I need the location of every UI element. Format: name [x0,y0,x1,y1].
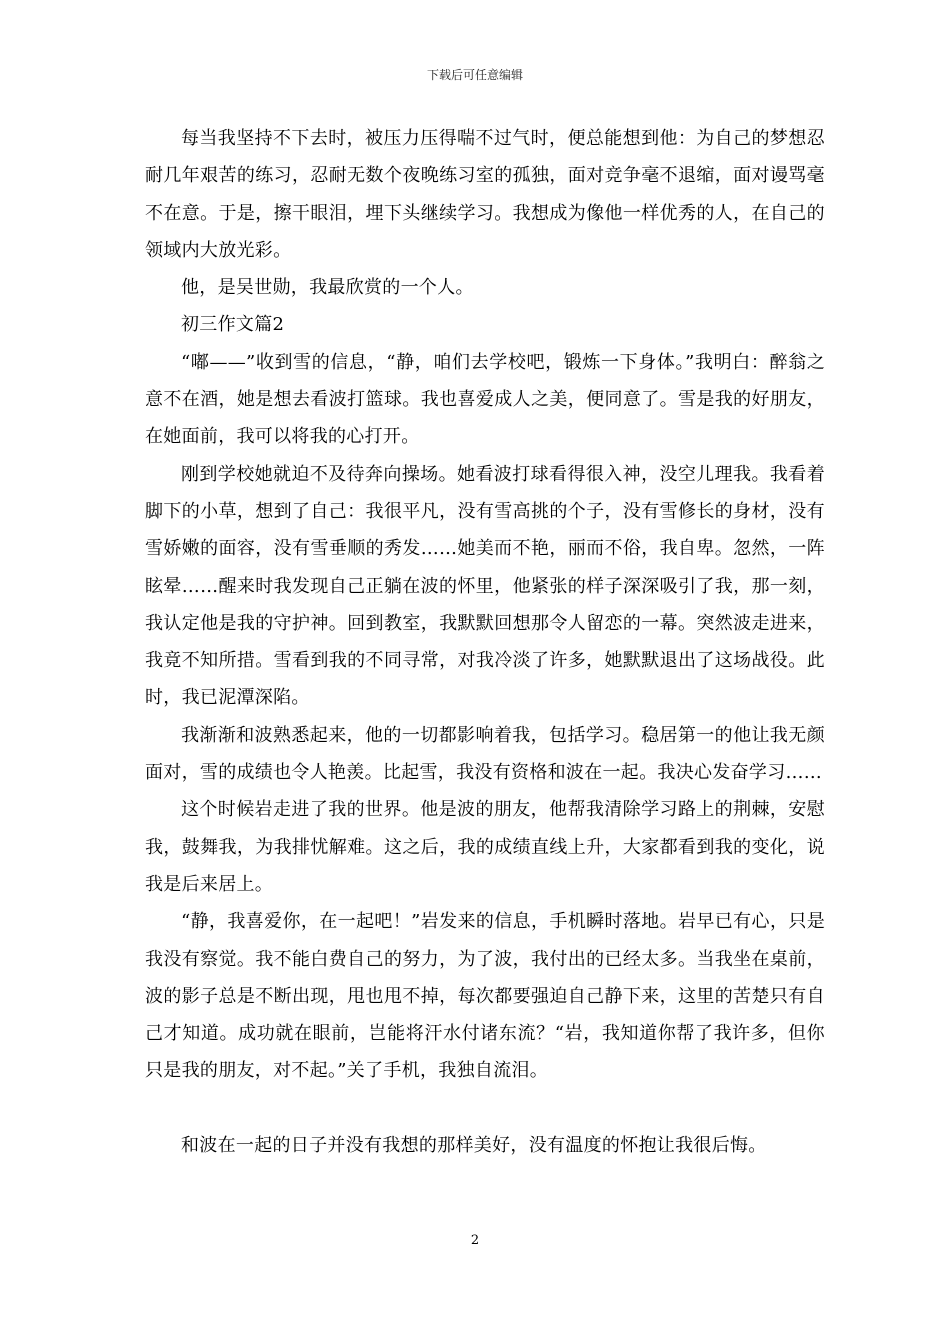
paragraph-2: 他，是吴世勋，我最欣赏的一个人。 [181,277,474,299]
paragraph-7: “静，我喜爱你，在一起吧！”岩发来的信息，手机瞬时落地。岩早已有心，只是我没有察觉。我不能白费自己的努力，为了波，我付出的已经太多。当我坐在桌前，波的影子总是不断出现，甩也甩不掉，每次都要强迫自己静下来，这里的苦楚只有自己才知道。成功就在眼前，岂能将汗水付诸东流？“岩，我知道你帮了我许多，但你只是我的朋友，对不起。”关了手机，我独自流泪。 [145,911,825,1082]
section-heading: 初三作文篇2 [181,314,285,336]
paragraph-6: 这个时候岩走进了我的世界。他是波的朋友，他帮我清除学习路上的荆棘，安慰我，鼓舞我，为我排忧解难。这之后，我的成绩直线上升，大家都看到我的变化，说我是后来居上。 [145,799,825,895]
paragraph-5: 我渐渐和波熟悉起来，他的一切都影响着我，包括学习。稳居第一的他让我无颜面对，雪的成绩也令人艳羡。比起雪，我没有资格和波在一起。我决心发奋学习…… [145,724,825,784]
page-header: 下载后可任意编辑 [426,68,523,82]
paragraph-4: 刚到学校她就迫不及待奔向操场。她看波打球看得很入神，没空儿理我。我看着脚下的小草，想到了自己：我很平凡，没有雪高挑的个子，没有雪修长的身材，没有雪娇嫩的面容，没有雪垂顺的秀发……她美而不艳，丽而不俗，我自卑。忽然，一阵眩晕……醒来时我发现自己正躺在波的怀里，他紧张的样子深深吸引了我，那一刻，我认定他是我的守护神。回到教室，我默默回想那令人留恋的一幕。突然波走进来，我竟不知所措。雪看到我的不同寻常，对我冷淡了许多，她默默退出了这场战役。此时，我已泥潭深陷。 [145,463,825,709]
page-number: 2 [470,1233,480,1248]
document-body [145,120,825,1164]
paragraph-1: 每当我坚持不下去时，被压力压得喘不过气时，便总能想到他：为自己的梦想忍耐几年艰苦的练习，忍耐无数个夜晚练习室的孤独，面对竞争毫不退缩，面对谩骂毫不在意。于是，擦干眼泪，埋下头继续学习。我想成为像他一样优秀的人，在自己的领域内大放光彩。 [145,128,825,261]
paragraph-3: “嘟——”收到雪的信息，“静，咱们去学校吧，锻炼一下身体。”我明白：醉翁之意不在酒，她是想去看波打篮球。我也喜爱成人之美，便同意了。雪是我的好朋友，在她面前，我可以将我的心打开。 [145,351,825,448]
paragraph-8: 和波在一起的日子并没有我想的那样美好，没有温度的怀抱让我很后悔。 [181,1134,767,1156]
